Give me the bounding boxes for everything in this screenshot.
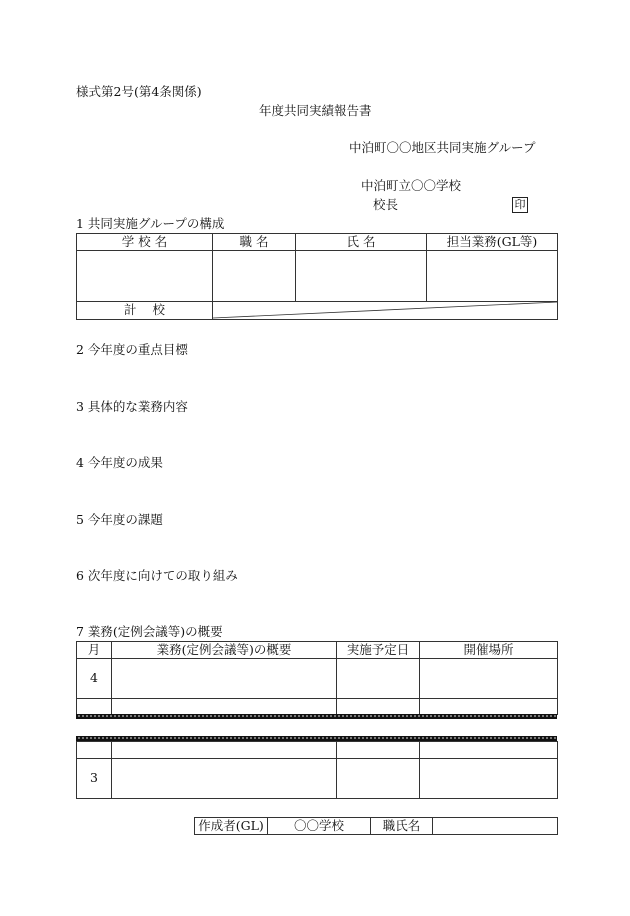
total-schools-label: 計 校: [77, 302, 213, 320]
header-position: 職 名: [213, 234, 296, 251]
position-name-field[interactable]: [433, 818, 558, 835]
position-name-label: 職氏名: [371, 818, 433, 835]
composition-total-row: [77, 302, 558, 320]
document-title: 年度共同実績報告書: [259, 103, 372, 118]
date-cell: [337, 759, 420, 799]
table-break-line-top: [76, 714, 557, 719]
composition-entry-row: [77, 251, 558, 302]
header-school-name: 学 校 名: [77, 234, 213, 251]
task-cell: [112, 659, 337, 699]
venue-cell: [420, 759, 558, 799]
header-full-name: 氏 名: [296, 234, 427, 251]
schedule-row-first-month: [77, 659, 558, 699]
header-assigned-duty: 担当業務(GL等): [427, 234, 558, 251]
section-heading-4: 4 今年度の成果: [76, 455, 163, 470]
schedule-row-continued-2: [77, 742, 558, 759]
section-heading-1: 1 共同実施グループの構成: [76, 216, 225, 231]
seal-mark: 印: [512, 197, 528, 213]
school-name: 中泊町立〇〇学校: [361, 178, 462, 193]
date-cell: [337, 659, 420, 699]
diagonal-slash: [213, 302, 558, 319]
cell-full-name: [296, 251, 427, 302]
total-slash-cell: [213, 302, 558, 320]
section-heading-3: 3 具体的な業務内容: [76, 399, 188, 414]
month-cell-last: 3: [77, 759, 112, 799]
schedule-table-top: [76, 641, 558, 715]
author-row: [195, 818, 558, 835]
header-scheduled-date: 実施予定日: [337, 642, 420, 659]
principal-label: 校長: [373, 197, 399, 212]
task-cell: [112, 759, 337, 799]
section-heading-2: 2 今年度の重点目標: [76, 342, 188, 357]
cell-assigned-duty: [427, 251, 558, 302]
author-school: 〇〇学校: [268, 818, 371, 835]
cell-position: [213, 251, 296, 302]
venue-cell: [420, 659, 558, 699]
month-cell-first: 4: [77, 659, 112, 699]
author-label: 作成者(GL): [195, 818, 268, 835]
cell-school-name: [77, 251, 213, 302]
section-heading-5: 5 今年度の課題: [76, 512, 163, 527]
schedule-row-last-month: [77, 759, 558, 799]
schedule-row-continued: [77, 699, 558, 715]
section-heading-6: 6 次年度に向けての取り組み: [76, 568, 238, 583]
header-task-summary: 業務(定例会議等)の概要: [112, 642, 337, 659]
form-number: 様式第2号(第4条関係): [76, 84, 202, 99]
composition-table: [76, 233, 558, 320]
group-name: 中泊町〇〇地区共同実施グループ: [349, 140, 536, 155]
section-heading-7: 7 業務(定例会議等)の概要: [76, 624, 223, 639]
author-table: [194, 817, 558, 835]
schedule-header-row: [77, 642, 558, 659]
header-month: 月: [77, 642, 112, 659]
schedule-table-bottom: [76, 741, 558, 799]
header-venue: 開催場所: [420, 642, 558, 659]
composition-header-row: [77, 234, 558, 251]
